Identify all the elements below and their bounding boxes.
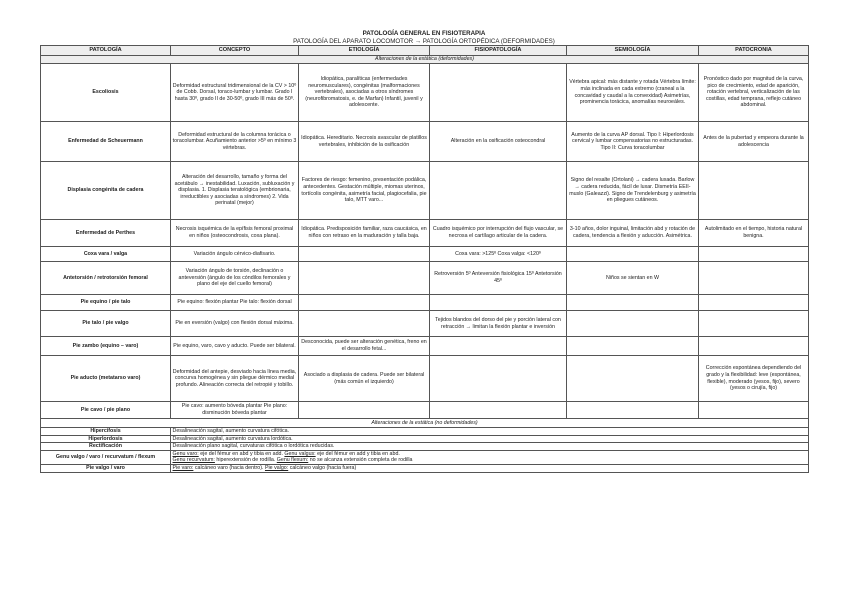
cell-fisiopatologia: Retroversión 5º Anteversión fisiológica 15º Antetorsión 45º xyxy=(430,262,567,295)
cell-concepto: Variación ángulo de torsión, declinación o anteversión (ángulo de los cóndilos femorales y plano del eje del cuello femoral) xyxy=(171,262,299,295)
genu-varo-text: eje del fémur en abd y tibia en add. xyxy=(198,450,285,457)
section-title: Alteraciones de la estática (deformidades) xyxy=(41,56,809,64)
header-row xyxy=(41,46,809,56)
cell-patocronia xyxy=(699,162,809,220)
cell-fisiopatologia xyxy=(430,64,567,122)
header-patocronia: PATOCRONIA xyxy=(699,46,809,56)
cell-concepto: Variación ángulo cérvico-diafisario. xyxy=(171,247,299,262)
cell-semiologia: 3-10 años, dolor inguinal, limitación abd y rotación de cadera, tendencia a flexión y aducción. Asimétrica. xyxy=(567,220,699,247)
row-name: Coxa vara / valga xyxy=(41,247,171,262)
genu-flexum-text: no se alcanza extensión completa de rodilla xyxy=(308,457,413,464)
cell-patocronia: Pronóstico dado por magnitud de la curva, pico de crecimiento, edad de aparición, rotación vertebral, verticalización de las costillas, edad temprana, reflejo cutáneo abdominal. xyxy=(699,64,809,122)
table-row xyxy=(41,64,809,122)
genu-line-2 xyxy=(173,457,807,464)
cell-description: Desalineación plano sagital, curvaturas cifótica o lordótica reducidas. xyxy=(171,443,809,451)
cell-concepto: Deformidad del antepie, desviado hacia línea media, concurva homogénea y sin pliegue dérmico medial profundo. Alineación correcta del retropié y tobillo. xyxy=(171,356,299,402)
row-name: Pie talo / pie valgo xyxy=(41,311,171,337)
pie-varo-text: calcáneo varo (hacia dentro). xyxy=(193,464,265,471)
pie-varo-label: Pie varo: xyxy=(172,464,194,471)
cell-semiologia xyxy=(567,337,699,356)
cell-fisiopatologia xyxy=(430,402,567,419)
cell-concepto: Deformidad estructural de la columna torácica o toracolumbar. Acuñamiento anterior >5º en mínimo 3 vértebras. xyxy=(171,122,299,162)
table-row xyxy=(41,262,809,295)
pie-valgo-text: calcáneo valgo (hacia fuera) xyxy=(288,464,357,471)
cell-etiologia: Idiopática, paralíticas (enfermedades neuromusculares), congénitas (malformaciones vertebrales), asociadas a otros síndromes (neurofibromatosis, e. de Marfan) Infantil, juvenil y adolescente. xyxy=(299,64,430,122)
header-fisiopatologia: FISIOPATOLOGÍA xyxy=(430,46,567,56)
cell-semiologia xyxy=(567,402,699,419)
table-row xyxy=(41,122,809,162)
cell-patocronia xyxy=(699,311,809,337)
row-name: Pie cavo / pie plano xyxy=(41,402,171,419)
cell-description: Desalineación sagital, aumento curvatura cifótica. xyxy=(171,428,809,436)
pathology-table xyxy=(40,45,809,473)
table-row xyxy=(41,402,809,419)
header-patologia: PATOLOGÍA xyxy=(41,46,171,56)
cell-concepto: Necrosis isquémica de la epífisis femoral proximal en niños (osteocondrosis, coxa plana). xyxy=(171,220,299,247)
cell-fisiopatologia: Cuadro isquémico por interrupción del flujo vascular, se necrosa el cartílago articular de la cadera. xyxy=(430,220,567,247)
cell-etiologia: Factores de riesgo: femenino, presentación podálica, antecedentes. Gestación múltiple, miomas uterinos, tortícolis congénita, asimetría facial, plagiocefalia, pie talo, MTT varo... xyxy=(299,162,430,220)
section-row-no-deformidades xyxy=(41,419,809,428)
row-name: Escoliosis xyxy=(41,64,171,122)
cell-patocronia xyxy=(699,402,809,419)
cell-etiologia: Idiopática. Predisposición familiar, raza caucásica, en niños con retraso en la maduración y talla baja. xyxy=(299,220,430,247)
row-name: Displasia congénita de cadera xyxy=(41,162,171,220)
cell-semiologia: Niños se sientan en W xyxy=(567,262,699,295)
cell-etiologia xyxy=(299,311,430,337)
cell-etiologia: Idiopática. Hereditario. Necrosis avascular de platillos vertebrales, inhibición de la osificación xyxy=(299,122,430,162)
cell-semiologia xyxy=(567,311,699,337)
cell-semiologia xyxy=(567,356,699,402)
cell-concepto: Pie equino, varo, cavo y aducto. Puede ser bilateral. xyxy=(171,337,299,356)
cell-description xyxy=(171,464,809,472)
cell-description xyxy=(171,450,809,464)
header-etiologia: ETIOLOGÍA xyxy=(299,46,430,56)
table-row xyxy=(41,464,809,472)
cell-fisiopatologia xyxy=(430,295,567,311)
cell-etiologia: Asociado a displasia de cadera. Puede ser bilateral (más común el izquierdo) xyxy=(299,356,430,402)
document-title: PATOLOGÍA GENERAL EN FISIOTERAPIA xyxy=(362,30,486,37)
cell-etiologia xyxy=(299,402,430,419)
cell-patocronia xyxy=(699,337,809,356)
table-row xyxy=(41,356,809,402)
genu-line-1 xyxy=(173,451,807,458)
cell-patocronia: Antes de la pubertad y empeora durante la adolescencia xyxy=(699,122,809,162)
cell-semiologia: Aumento de la curva AP dorsal. Tipo I: Hiperlordosis cervical y lumbar compensatorias no estructuradas. Tipo II: Curva toracolumbar xyxy=(567,122,699,162)
row-name: Antetorsión / retrotorsión femoral xyxy=(41,262,171,295)
table-row xyxy=(41,337,809,356)
document-subtitle: PATOLOGÍA DEL APARATO LOCOMOTOR → PATOLOGÍA ORTOPÉDICA (DEFORMIDADES) xyxy=(293,38,555,45)
cell-patocronia xyxy=(699,262,809,295)
genu-valgus-label: Genu valgus: xyxy=(284,450,316,457)
table-row xyxy=(41,443,809,451)
header-semiologia: SEMIOLOGÍA xyxy=(567,46,699,56)
cell-semiologia xyxy=(567,295,699,311)
cell-concepto: Pie cavo: aumento bóveda plantar Pie plano: disminución bóveda plantar xyxy=(171,402,299,419)
cell-patocronia: Autolimitado en el tiempo, historia natural benigna. xyxy=(699,220,809,247)
cell-etiologia xyxy=(299,262,430,295)
row-name: Enfermedad de Scheuermann xyxy=(41,122,171,162)
cell-patocronia xyxy=(699,295,809,311)
cell-patocronia: Corrección espontánea dependiendo del grado y la flexibilidad: leve (espontánea, flexible), moderado (yesos, fijo), severo (yesos o cirujía, fijo) xyxy=(699,356,809,402)
row-name: Pie equino / pie talo xyxy=(41,295,171,311)
cell-description: Desalineación sagital, aumento curvatura lordótica. xyxy=(171,435,809,443)
table-row xyxy=(41,428,809,436)
cell-concepto: Pie en eversión (valgo) con flexión dorsal máxima. xyxy=(171,311,299,337)
cell-concepto: Deformidad estructural tridimensional de la CV > 10º de Cobb. Dorsal, toraco-lumbar y lumbar. Grado I hasta 30º, grado II de 30-50º, grado III más de 50º. xyxy=(171,64,299,122)
row-name: Hiperlordosis xyxy=(41,435,171,443)
cell-fisiopatologia xyxy=(430,162,567,220)
cell-semiologia: Vértebra apical: más distante y rotada Vértebra límite: más inclinada en cada extremo (craneal a la concavidad y caudal a la convexidad) Asimetrías, prominencia torácica, anomalías neuroeáles. xyxy=(567,64,699,122)
cell-fisiopatologia: Alteración en la osificación osteocondral xyxy=(430,122,567,162)
genu-flexum-label: Genu flexum: xyxy=(276,457,309,464)
cell-etiologia: Desconocida, puede ser alteración genética, freno en el desarrollo fetal... xyxy=(299,337,430,356)
cell-fisiopatologia xyxy=(430,337,567,356)
cell-semiologia: Signo del resalte (Ortolani) → cadera luxada. Barlow → cadera reducida, fácil de luxar. Dismetría EEII-muslo (Galeazzi). Signo de Trendelenburg y asimetría en pliegues cutáneos. xyxy=(567,162,699,220)
genu-recurvatum-text: hiperextensión de rodilla. xyxy=(214,457,277,464)
cell-etiologia xyxy=(299,295,430,311)
genu-varo-label: Genu varo: xyxy=(172,450,199,457)
row-name: Rectificación xyxy=(41,443,171,451)
cell-patocronia xyxy=(699,247,809,262)
cell-fisiopatologia: Tejidos blandos del dorso del pie y porción lateral con retracción → limitan la flexión plantar e inversión xyxy=(430,311,567,337)
cell-concepto: Alteración del desarrollo, tamaño y forma del acetábulo → inestabilidad. Luxación, subluxación y displasia. 1. Displasia teratológica (embrionaria, irreductibles y asociadas a síndromes) 2. Vida perinatal (mejor) xyxy=(171,162,299,220)
cell-semiologia xyxy=(567,247,699,262)
table-row xyxy=(41,247,809,262)
cell-fisiopatologia xyxy=(430,356,567,402)
row-name: Hipercifosis xyxy=(41,428,171,436)
section-title: Alteraciones de la estática (no deformidades) xyxy=(41,419,809,428)
row-name: Pie valgo / varo xyxy=(41,464,171,472)
table-row xyxy=(41,435,809,443)
row-name: Pie zambo (equino – varo) xyxy=(41,337,171,356)
table-row xyxy=(41,295,809,311)
cell-concepto: Pie equino: flexión plantar Pie talo: flexión dorsal xyxy=(171,295,299,311)
table-row xyxy=(41,311,809,337)
header-concepto: CONCEPTO xyxy=(171,46,299,56)
cell-etiologia xyxy=(299,247,430,262)
row-name: Enfermedad de Perthes xyxy=(41,220,171,247)
section-row-deformidades xyxy=(41,56,809,64)
cell-fisiopatologia: Coxa vara: >125º Coxa valga: <120º xyxy=(430,247,567,262)
table-row xyxy=(41,450,809,464)
genu-valgus-text: eje del fémur en add y tibia en abd. xyxy=(315,450,400,457)
table-row xyxy=(41,220,809,247)
table-row xyxy=(41,162,809,220)
row-name: Pie aducto (metatarso varo) xyxy=(41,356,171,402)
row-name: Genu valgo / varo / recurvatum / flexum xyxy=(41,450,171,464)
pie-valgo-label: Pie valgo: xyxy=(264,464,289,471)
genu-recurvatum-label: Genu recurvatum: xyxy=(172,457,215,464)
